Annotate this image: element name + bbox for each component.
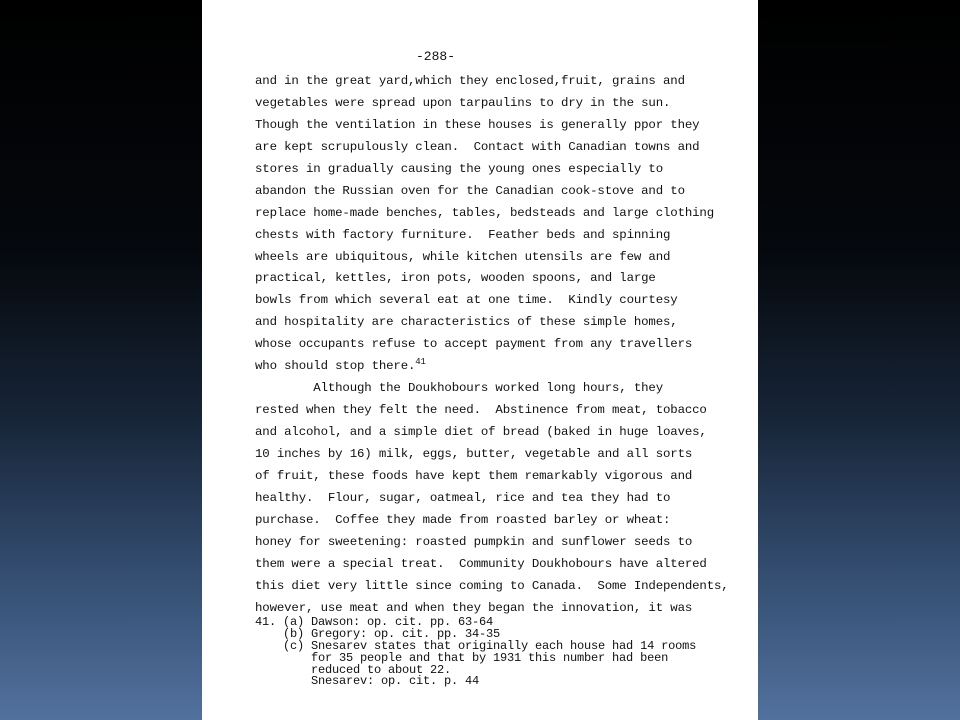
text-line [255, 115, 755, 137]
footnotes [255, 617, 755, 688]
line-text: 10 inches by 16) milk, eggs, butter, vegetable and all sorts [255, 446, 693, 461]
line-text: replace home-made benches, tables, bedsteads and large clothing [255, 205, 714, 220]
text-line [255, 247, 755, 269]
footnote-line: (b) Gregory: op. cit. pp. 34-35 [255, 626, 501, 641]
text-line [255, 576, 755, 598]
footnote-line: 41. (a) Dawson: op. cit. pp. 63-64 [255, 615, 494, 629]
line-text: stores in gradually causing the young ones especially to [255, 161, 663, 176]
text-line [255, 93, 755, 115]
text-line [255, 225, 755, 247]
text-line [255, 203, 755, 225]
line-text: abandon the Russian oven for the Canadian cook-stove and to [255, 183, 685, 198]
document-page [202, 0, 758, 720]
line-text: chests with factory furniture. Feather beds and spinning [255, 227, 671, 242]
line-text: Although the Doukhobours worked long hours, they [255, 381, 663, 396]
line-text: rested when they felt the need. Abstinence from meat, tobacco [255, 403, 707, 418]
text-line [255, 400, 755, 422]
text-line [255, 532, 755, 554]
line-text: who should stop there. [255, 359, 416, 374]
text-line [255, 71, 755, 93]
line-text: vegetables were spread upon tarpaulins to dry in the sun. [255, 95, 671, 110]
footnote-line: (c) Snesarev states that originally each house had 14 rooms [255, 638, 697, 653]
text-line [255, 312, 755, 334]
text-line [255, 290, 755, 312]
line-text: purchase. Coffee they made from roasted barley or wheat: [255, 512, 671, 527]
line-text: healthy. Flour, sugar, oatmeal, rice and tea they had to [255, 490, 671, 505]
text-line [255, 554, 755, 576]
line-text: of fruit, these foods have kept them remarkably vigorous and [255, 468, 693, 483]
line-text: wheels are ubiquitous, while kitchen utensils are few and [255, 249, 671, 264]
line-text: bowls from which several eat at one time. Kindly courtesy [255, 293, 678, 308]
line-text: this diet very little since coming to Canada. Some Independents, [255, 578, 729, 593]
line-text: whose occupants refuse to accept payment from any travellers [255, 337, 693, 352]
text-line [255, 488, 755, 510]
line-text: and hospitality are characteristics of these simple homes, [255, 315, 678, 330]
line-text: practical, kettles, iron pots, wooden spoons, and large [255, 271, 656, 286]
text-line [255, 334, 755, 356]
text-line [255, 422, 755, 444]
line-text: honey for sweetening: roasted pumpkin and sunflower seeds to [255, 534, 693, 549]
text-line [255, 356, 755, 378]
line-text: are kept scrupulously clean. Contact with Canadian towns and [255, 139, 700, 154]
line-text: and alcohol, and a simple diet of bread (baked in huge loaves, [255, 425, 707, 439]
footnote-line: Snesarev: op. cit. p. 44 [255, 674, 480, 689]
text-line [255, 159, 755, 181]
text-line [255, 181, 755, 203]
page-number: -288- [416, 49, 456, 64]
footnote-reference: 41 [415, 357, 426, 368]
text-line [255, 378, 755, 400]
line-text: however, use meat and when they began the innovation, it was [255, 600, 693, 615]
text-line [255, 510, 755, 532]
text-line [255, 444, 755, 466]
text-line [255, 268, 755, 290]
line-text: and in the great yard,which they enclosed,fruit, grains and [255, 74, 685, 88]
text-line [255, 137, 755, 159]
line-text: Though the ventilation in these houses is generally ppor they [255, 117, 700, 132]
footnote-line: reduced to about 22. [255, 662, 452, 677]
line-text: them were a special treat. Community Doukhobours have altered [255, 556, 707, 571]
footnote-line: for 35 people and that by 1931 this number had been [255, 650, 669, 665]
body-text [255, 71, 755, 619]
text-line [255, 466, 755, 488]
